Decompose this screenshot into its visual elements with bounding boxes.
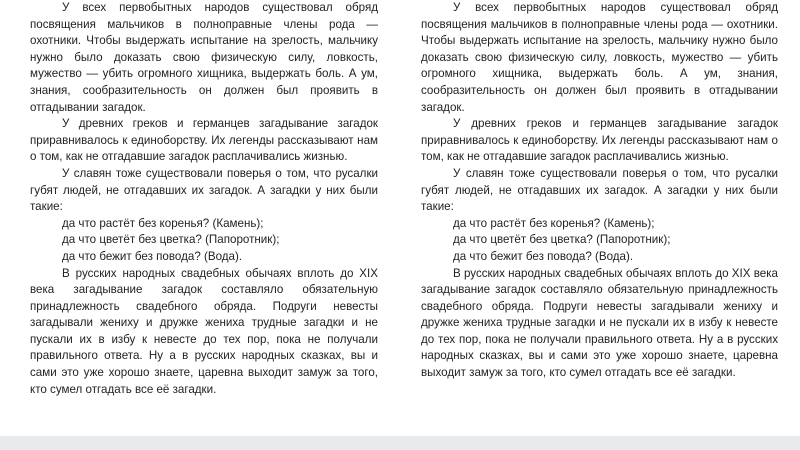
riddle-line: да что цветёт без цветка? (Папоротник); bbox=[62, 233, 280, 247]
paragraph-greeks: У древних греков и германцев загадывание загадок приравнивалось к единоборству. Их легенды рассказывают нам о том, как не отгадавшие загадок расплачивались жизнью. bbox=[30, 117, 378, 164]
riddle-line: да что растёт без коренья? (Камень); bbox=[453, 216, 655, 230]
bottom-bar bbox=[0, 436, 800, 450]
paragraph-initiation: У всех первобытных народов существовал обряд посвящения мальчиков в полноправные члены рода — охотники. Чтобы выдержать испытание на зрелость, мальчику нужно было доказать свою физическую силу, ловкость, мужество — убить огромного хищника, выдержать боль. А ум, знания, сообразительность он должен был проявить в отгадывании загадок. bbox=[30, 1, 378, 114]
text-column-left bbox=[30, 0, 378, 398]
paragraph-wedding: В русских народных свадебных обычаях вплоть до XIX века загадывание загадок составляло обязательную принадлежность свадебного обряда. Подруги невесты загадывали жениху и дружке жениха трудные загадки и не пускали их в избу к невесте до тех пор, пока не получали правильного ответа. Ну а в русских народных сказках, вы и сами это уже хорошо знаете, царевна выходит замуж за того, кто сумел отгадать все её загадки. bbox=[421, 266, 778, 380]
paragraph-slavs: У славян тоже существовали поверья о том, что русалки губят людей, не отгадавших их загадок. А загадки у них были такие: bbox=[421, 166, 778, 214]
riddle-line: да что бежит без повода? (Вода). bbox=[62, 249, 243, 263]
riddle-line: да что цветёт без цветка? (Папоротник); bbox=[453, 233, 671, 247]
paragraph-wedding: В русских народных свадебных обычаях вплоть до XIX века загадывание загадок составляло обязательную принадлежность свадебного обряда. Подруги невесты загадывали жениху и дружке жениха трудные загадки и не пускали их в избу к невесте до тех пор, пока не получали правильного ответа. Ну а в русских народных сказках, вы и сами это уже хорошо знаете, царевна выходит замуж за того, кто сумел отгадать все её загадки. bbox=[30, 266, 378, 396]
riddle-line: да что бежит без повода? (Вода). bbox=[453, 249, 634, 263]
riddle-line: да что растёт без коренья? (Камень); bbox=[62, 216, 264, 230]
text-column-right bbox=[421, 0, 778, 382]
paragraph-initiation: У всех первобытных народов существовал обряд посвящения мальчиков в полноправные члены рода — охотники. Чтобы выдержать испытание на зрелость, мальчику нужно было доказать свою физическую силу, ловкость, мужество — убить огромного хищника, выдержать боль. А ум, знания, сообразительность он должен был проявить в отгадывании загадок. bbox=[421, 1, 778, 114]
paragraph-slavs: У славян тоже существовали поверья о том, что русалки губят людей, не отгадавших их загадок. А загадки у них были такие: bbox=[30, 166, 378, 214]
paragraph-greeks: У древних греков и германцев загадывание загадок приравнивалось к единоборству. Их легенды рассказывают нам о том, как не отгадавшие загадок расплачивались жизнью. bbox=[421, 117, 778, 164]
